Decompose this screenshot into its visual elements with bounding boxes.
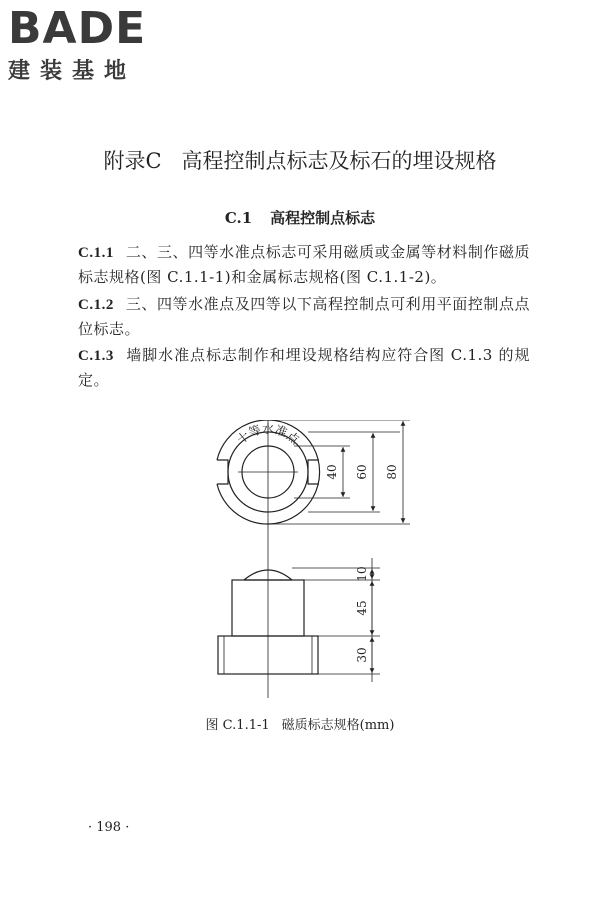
dim-40: 40 (325, 464, 339, 480)
left-notch (217, 460, 228, 484)
appendix-title-text: 高程控制点标志及标石的埋设规格 (181, 149, 497, 173)
paragraph-c-1-2 (78, 292, 530, 341)
right-notch (308, 460, 319, 484)
marker-drawing (200, 420, 430, 702)
paragraph-c-1-3 (78, 343, 530, 392)
section-heading (0, 207, 600, 228)
dim-60: 60 (355, 464, 369, 480)
logo-subtitle: 建装基地 (8, 59, 137, 84)
section-title: 高程控制点标志 (270, 209, 376, 227)
clause-text: 墙脚水准点标志制作和埋设规格结构应符合图 C.1.3 的规定。 (78, 346, 530, 389)
paragraph-c-1-1 (78, 240, 530, 289)
ring-inscription: 十等水准点 (234, 422, 302, 448)
caption-text: 磁质标志规格(mm) (281, 718, 395, 733)
figure-caption (0, 714, 600, 733)
clause-text: 二、三、四等水准点标志可采用磁质或金属等材料制作磁质标志规格(图 C.1.1-1)和金属标志规格(图 C.1.1-2)。 (78, 243, 530, 286)
publisher-logo (8, 3, 147, 85)
page-number: · 198 · (88, 820, 130, 835)
clause-number: C.1.1 (78, 245, 114, 261)
dim-80: 80 (385, 464, 399, 480)
dim-30: 30 (355, 647, 369, 663)
clause-number: C.1.2 (78, 297, 114, 313)
top-view (217, 420, 320, 698)
clause-text: 三、四等水准点及四等以下高程控制点可利用平面控制点点位标志。 (78, 295, 530, 338)
dim-10: 10 (355, 566, 369, 582)
appendix-label: 附录C (103, 149, 162, 173)
logo-wordmark: BADE (8, 3, 147, 54)
section-number: C.1 (224, 209, 253, 227)
appendix-title (0, 145, 600, 175)
dim-45: 45 (355, 600, 369, 616)
caption-label: 图 C.1.1-1 (205, 718, 270, 733)
clause-number: C.1.3 (78, 348, 114, 364)
